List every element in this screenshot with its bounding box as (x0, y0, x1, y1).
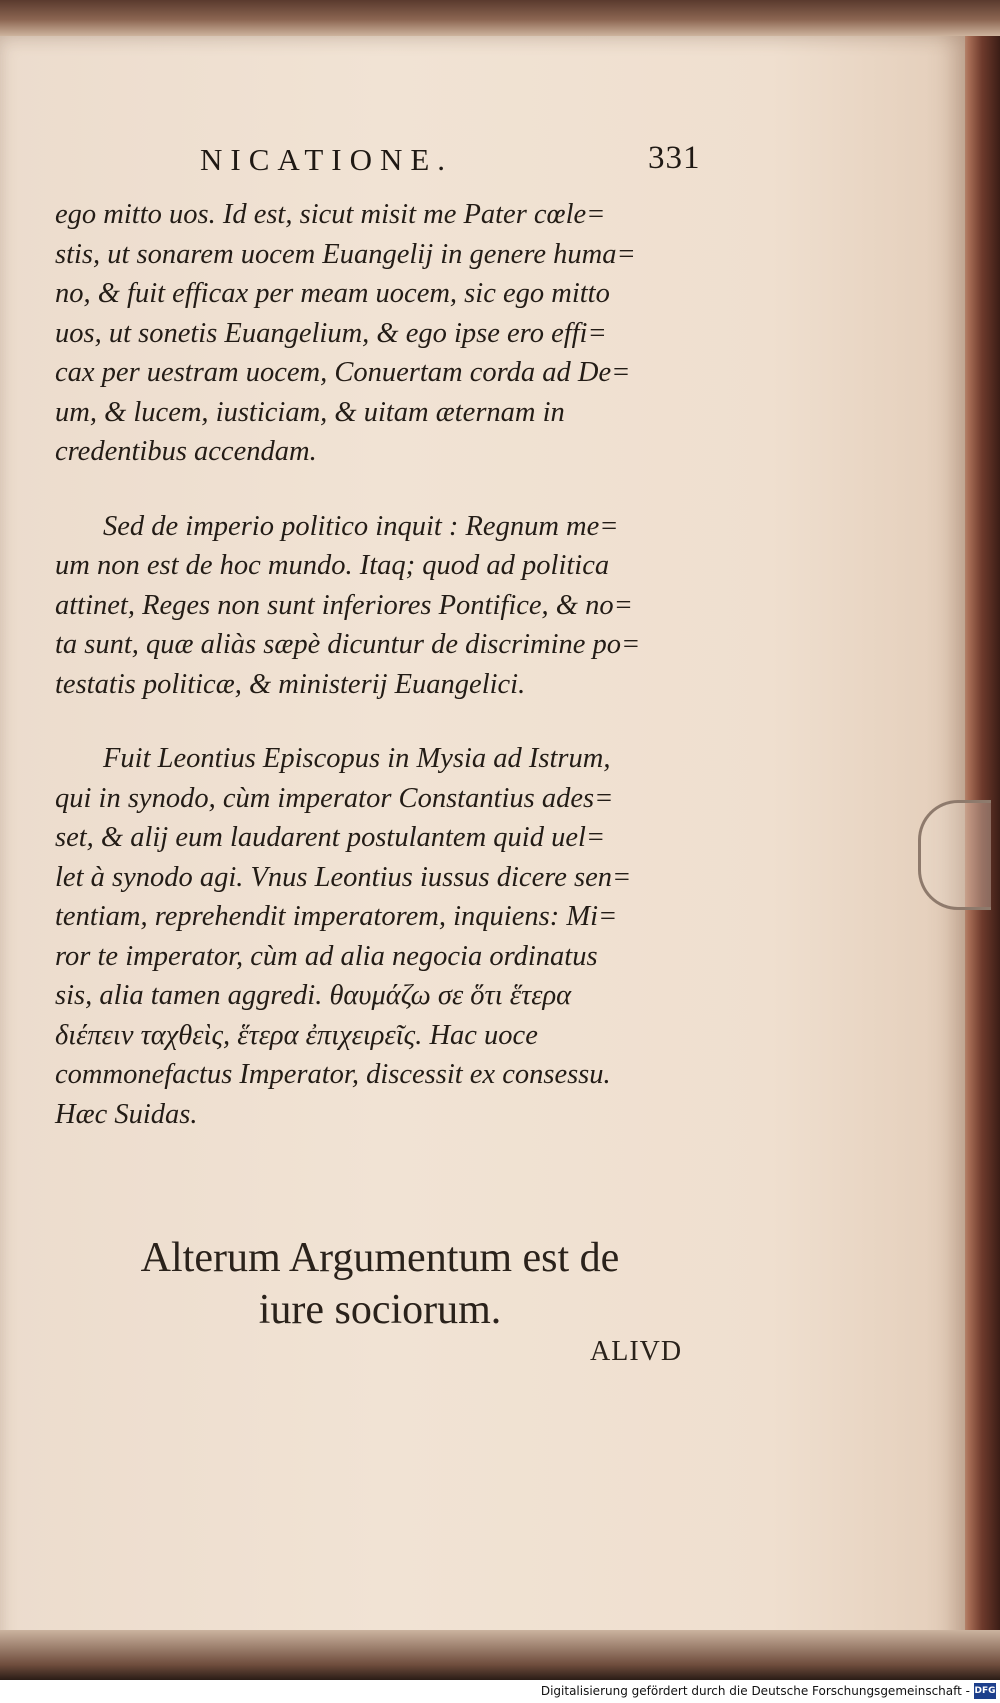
section-heading-line-1: Alterum Argumentum est de (140, 1235, 620, 1281)
text-line: um, & lucem, iusticiam, & uitam æternam in (55, 396, 565, 428)
section-heading (100, 1232, 660, 1336)
text-line: Fuit Leontius Episcopus in Mysia ad Istrum, (103, 743, 611, 774)
text-line: um non est de hoc mundo. Itaq; quod ad politica (55, 550, 610, 581)
body-text (55, 195, 695, 1134)
page-number: 331 (648, 140, 701, 176)
catchword: ALIVD (590, 1336, 683, 1367)
text-line: Hæc Suidas. (55, 1098, 198, 1130)
text-line: ta sunt, quæ aliàs sæpè dicuntur de discrimine po= (55, 629, 641, 660)
text-line: set, & alij eum laudarent postulantem quid uel= (55, 822, 606, 853)
paragraph-2 (55, 507, 695, 705)
text-line: tentiam, reprehendit imperatorem, inquiens: Mi= (55, 901, 618, 932)
bottom-edge (0, 1630, 1000, 1680)
text-line: ego mitto uos. Id est, sicut misit me Pater cœle= (55, 199, 606, 230)
text-line: ror te imperator, cùm ad alia negocia ordinatus (55, 940, 598, 972)
text-line: commonefactus Imperator, discessit ex consessu. (55, 1059, 611, 1090)
text-line: credentibus accendam. (55, 436, 317, 467)
text-line: stis, ut sonarem uocem Euangelij in genere huma= (55, 238, 636, 270)
text-line: testatis politicæ, & ministerij Euangelici. (55, 668, 526, 700)
text-line: qui in synodo, cùm imperator Constantius ades= (55, 782, 614, 814)
text-line: Sed de imperio politico inquit : Regnum me= (103, 510, 619, 542)
text-line: cax per uestram uocem, Conuertam corda ad De= (55, 357, 631, 388)
greek-text-line: διέπειν ταχθεὶς, ἕτερα ἐπιχειρεῖς. Hac uoce (55, 1019, 538, 1051)
text-line: attinet, Reges non sunt inferiores Pontifice, & no= (55, 589, 633, 621)
funding-credit: Digitalisierung gefördert durch die Deutsche Forschungsgemeinschaft - (540, 1684, 970, 1698)
running-head: NICATIONE. (200, 142, 454, 177)
dfg-logo: DFG (974, 1683, 996, 1699)
clasp-tab (918, 800, 991, 910)
text-line: let à synodo agi. Vnus Leontius iussus dicere sen= (55, 861, 632, 893)
text-line: no, & fuit efficax per meam uocem, sic ego mitto (55, 278, 610, 309)
greek-text-line: sis, alia tamen aggredi. θαυμάζω σε ὅτι ἕτερα (55, 980, 572, 1011)
paragraph-3 (55, 739, 695, 1134)
paragraph-1 (55, 195, 695, 472)
top-edge (0, 0, 1000, 36)
section-heading-line-2: iure sociorum. (258, 1287, 502, 1333)
text-line: uos, ut sonetis Euangelium, & ego ipse ero effi= (55, 317, 607, 349)
digitization-footer (0, 1680, 1000, 1703)
